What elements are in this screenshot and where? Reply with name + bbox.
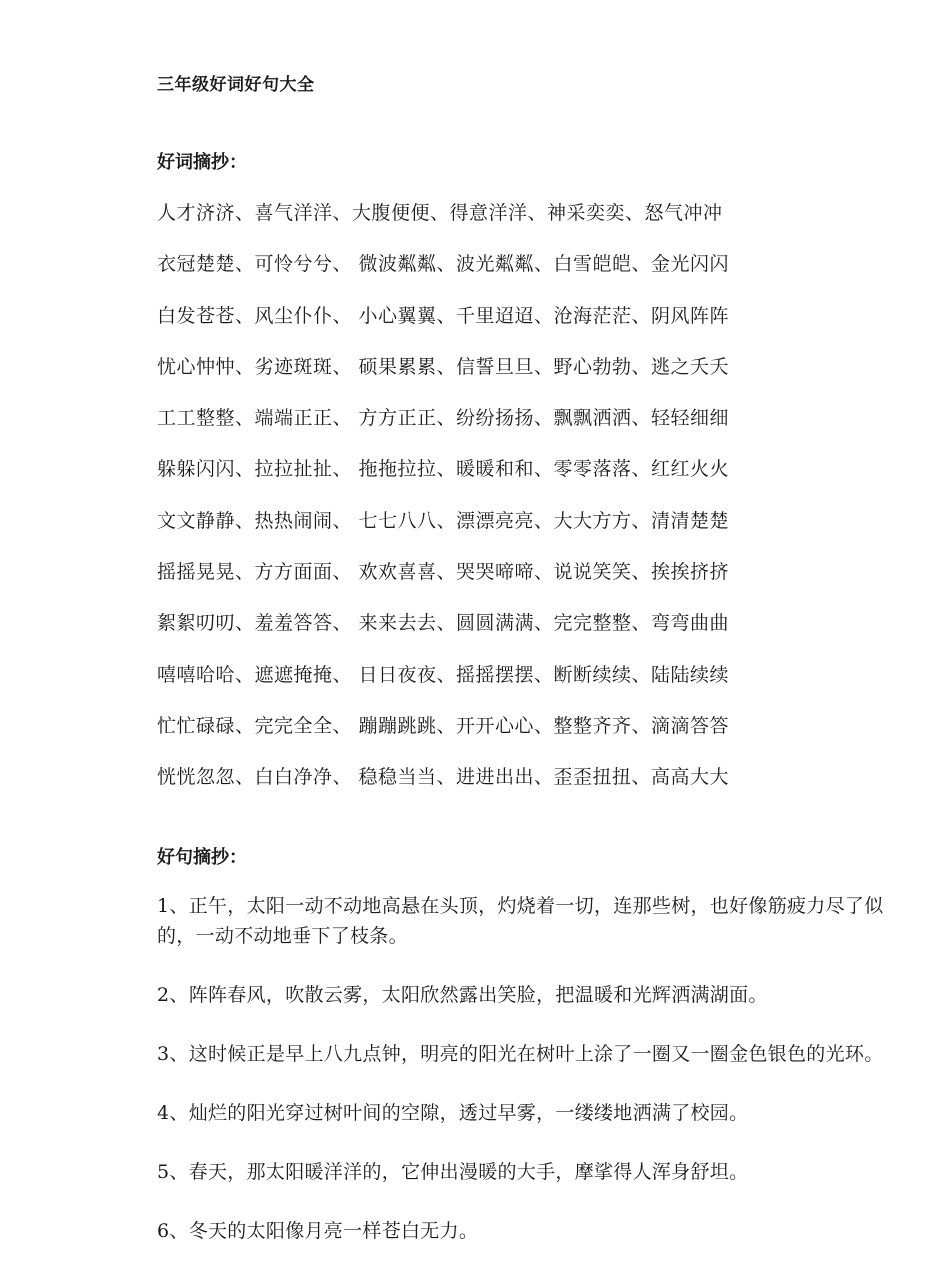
word-row: 人才济济、喜气洋洋、大腹便便、得意洋洋、神采奕奕、怒气冲冲: [157, 202, 723, 224]
sentence-item: 4、灿烂的阳光穿过树叶间的空隙，透过早雾，一缕缕地洒满了校园。: [157, 1102, 749, 1124]
word-row: 嘻嘻哈哈、遮遮掩掩、 日日夜夜、摇摇摆摆、断断续续、陆陆续续: [157, 663, 730, 686]
word-row: 文文静静、热热闹闹、 七七八八、漂漂亮亮、大大方方、清清楚楚: [157, 509, 730, 532]
word-row: 忙忙碌碌、完完全全、 蹦蹦跳跳、开开心心、整整齐齐、滴滴答答: [157, 714, 730, 737]
word-row: 摇摇晃晃、方方面面、 欢欢喜喜、哭哭啼啼、说说笑笑、挨挨挤挤: [157, 561, 730, 584]
word-row: 躲躲闪闪、拉拉扯扯、 拖拖拉拉、暖暖和和、零零落落、红红火火: [157, 458, 730, 481]
sentence-item: 2、阵阵春风，吹散云雾，太阳欣然露出笑脸，把温暖和光辉洒满湖面。: [157, 984, 768, 1006]
word-row: 工工整整、端端正正、 方方正正、纷纷扬扬、飘飘洒洒、轻轻细细: [157, 407, 730, 430]
sentence-item: 5、春天，那太阳暖洋洋的，它伸出漫暖的大手，摩挲得人浑身舒坦。: [157, 1161, 749, 1183]
word-row: 白发苍苍、风尘仆仆、 小心翼翼、千里迢迢、沧海茫茫、阴风阵阵: [157, 304, 730, 327]
sentence-item: 3、这时候正是早上八九点钟，明亮的阳光在树叶上涂了一圈又一圈金色银色的光环。: [157, 1043, 884, 1065]
sentence-item: 1、正午，太阳一动不动地高悬在头顶，灼烧着一切，连那些树，也好像筋疲力尽了似的，一动不动地垂下了枝条。: [157, 895, 884, 947]
word-row: 絮絮叨叨、羞羞答答、 来来去去、圆圆满满、完完整整、弯弯曲曲: [157, 612, 730, 635]
document-title: 三年级好词好句大全: [157, 75, 315, 95]
word-row: 忧心忡忡、劣迹斑斑、 硕果累累、信誓旦旦、野心勃勃、逃之夭夭: [157, 355, 730, 378]
sentence-item: 6、冬天的太阳像月亮一样苍白无力。: [157, 1220, 479, 1242]
good-words-list: [157, 198, 877, 814]
word-row: 恍恍忽忽、白白净净、 稳稳当当、进进出出、歪歪扭扭、高高大大: [157, 766, 730, 789]
good-sentences-list: [157, 891, 887, 1275]
good-words-heading: 好词摘抄：: [157, 152, 247, 173]
good-sentences-heading: 好句摘抄：: [157, 847, 247, 868]
word-row: 衣冠楚楚、可怜兮兮、 微波粼粼、波光粼粼、白雪皑皑、金光闪闪: [157, 253, 730, 276]
